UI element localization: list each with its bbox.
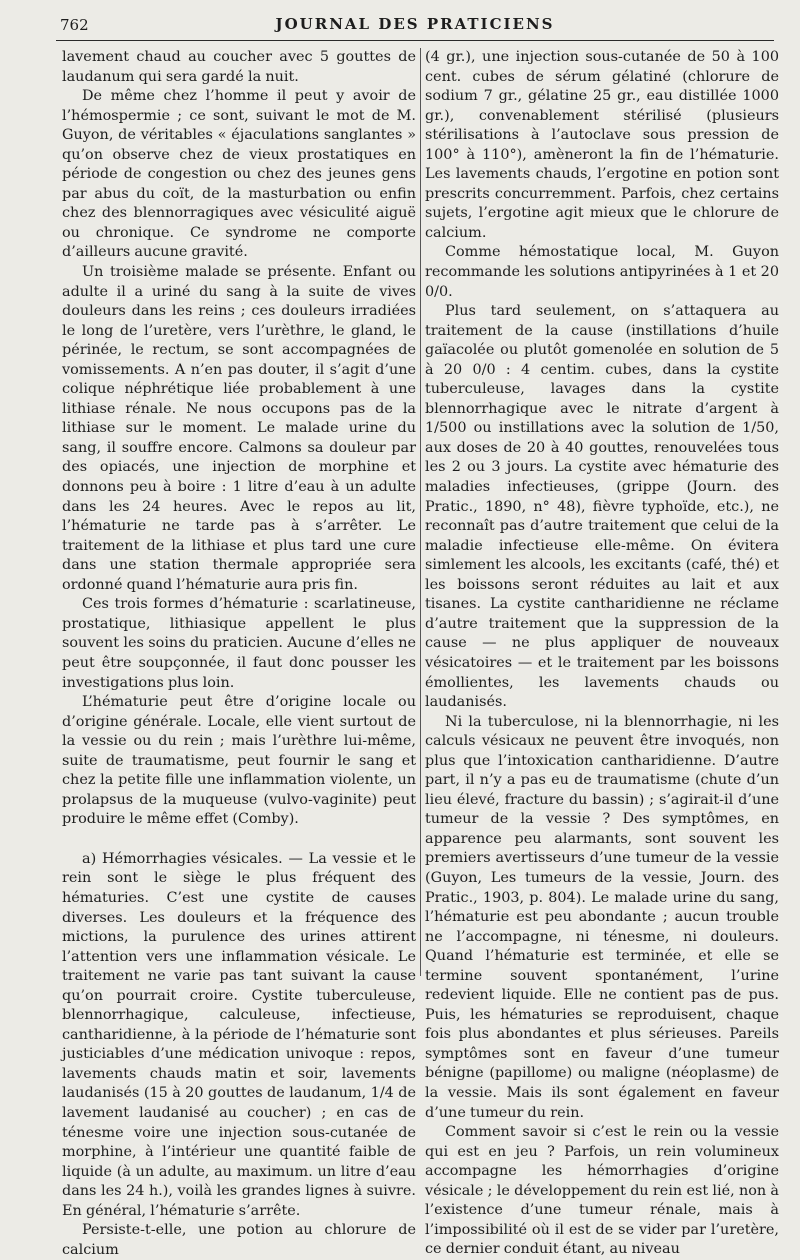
page-number: 762 — [60, 16, 89, 34]
paragraph: Ces trois formes d’hématurie : scarlatineuse, prostatique, lithiasique appellent le plus souvent les soins du praticien. Aucune d’elles ne peut être soupçonnée, il faut donc pousser les investigations plus loin. — [62, 596, 416, 691]
running-title: JOURNAL DES PRATICIENS — [275, 15, 555, 33]
left-column — [62, 48, 416, 1260]
paragraph: Plus tard seulement, on s’attaquera au traitement de la cause (instillations d’huile gaïacolée ou plutôt gomenolée en solution de 5 à 20 0/0 : 4 centim. cubes, dans la cystite tuberculeuse, lavages dans la cystite blennorrhagique avec le nitrate d’argent à 1/500 ou instillations avec la solution de 1/50, aux doses de 20 à 40 gouttes, renouvelées tous les 2 ou 3 jours. La cystite avec hématurie des maladies infectieuses, (grippe (Journ. des Pratic., 1890, n° 48), fièvre typhoïde, etc.), ne reconnaît pas d’autre traitement que celui de la maladie infectieuse elle-même. On évitera simlement les alcools, les excitants (café, thé) et les boissons seront réduites au lait et aux tisanes. La cystite cantharidienne ne réclame d’autre traitement que la suppression de la cause — ne plus appliquer de nouveaux vésicatoires — et le traitement par les boissons émollientes, les lavements chauds ou laudanisés. — [425, 303, 779, 711]
paragraph: lavement chaud au coucher avec 5 gouttes de laudanum qui sera gardé la nuit. — [62, 49, 416, 85]
right-column — [425, 48, 779, 1260]
page-header — [56, 10, 774, 41]
paragraph: Un troisième malade se présente. Enfant ou adulte il a uriné du sang à la suite de vives douleurs dans les reins ; ces douleurs irradiées le long de l’uretère, vers l’urèthre, le gland, le périnée, le rectum, se sont accompagnées de vomissements. A n’en pas douter, il s’agit d’une colique néphrétique liée probablement à une lithiase rénale. Ne nous occupons pas de la lithiase sur le moment. Le malade urine du sang, il souffre encore. Calmons sa douleur par des opiacés, une injection de morphine et donnons peu à boire : 1 litre d’eau à un adulte dans les 24 heures. Avec le repos au lit, l’hématurie ne tarde pas à s’arrêter. Le traitement de la lithiase et plus tard une cure dans une station thermale appropriée sera ordonné quand l’hématurie aura pris fin. — [62, 264, 416, 593]
column-divider — [420, 48, 421, 976]
paragraph: De même chez l’homme il peut y avoir de l’hémospermie ; ce sont, suivant le mot de M. Guyon, de véritables « éjaculations sanglantes » qu’on observe chez de vieux prostatiques en période de congestion ou chez des jeunes gens par abus du coït, de la masturbation ou enfin chez des blennorragiques avec vésiculité aiguë ou chronique. Ce syndrome ne comporte d’ailleurs aucune gravité. — [62, 88, 416, 261]
section-paragraph-hemorrhagies-vesicales: a) Hémorrhagies vésicales. — La vessie et le rein sont le siège le plus fréquent des hématuries. C’est une cystite de causes diverses. Les douleurs et la fréquence des mictions, la purulence des urines attirent l’attention vers une inflammation vésicale. Le traitement ne varie pas tant suivant la cause qu’on pourrait croire. Cystite tuberculeuse, blennorrhagique, calculeuse, infectieuse, cantharidienne, à la période de l’hématurie sont justiciables d’une médication univoque : repos, lavements chauds matin et soir, lavements laudanisés (15 à 20 gouttes de laudanum, 1/4 de lavement laudanisé au coucher) ; en cas de ténesme voire une injection sous-cutanée de morphine, à l’intérieur une quantité faible de liquide (à un adulte, au maximum. un litre d’eau dans les 24 h.), voilà les grandes lignes à suivre. En général, l’hématurie s’arrête. — [62, 850, 416, 1219]
paragraph: Comment savoir si c’est le rein ou la vessie qui est en jeu ? Parfois, un rein volumineux accompagne les hémorrhagies d’origine vésicale ; le développement du rein est lié, non à l’existence d’une tumeur rénale, mais à l’impossibilité où il est de se vider par l’uretère, ce dernier conduit étant, au niveau — [425, 1124, 779, 1258]
paragraph: L’hématurie peut être d’origine locale ou d’origine générale. Locale, elle vient surtout de la vessie ou du rein ; mais l’urèthre lui-même, suite de traumatisme, peut fournir le sang et chez la petite fille une inflammation violente, un prolapsus de la muqueuse (vulvo-vaginite) peut produire le même effet (Comby). — [62, 694, 416, 828]
paragraph: (4 gr.), une injection sous-cutanée de 50 à 100 cent. cubes de sérum gélatiné (chlorure de sodium 7 gr., gélatine 25 gr., eau distillée 1000 gr.), convenablement stérilisé (plusieurs stérilisations à l’autoclave sous pression de 100° à 110°), amèneront la fin de l’hématurie. Les lavements chauds, l’ergotine en potion sont prescrits concurremment. Parfois, chez certains sujets, l’ergotine agit mieux que le chlorure de calcium. — [425, 49, 779, 241]
paragraph: Persiste-t-elle, une potion au chlorure de calcium — [62, 1222, 416, 1258]
paragraph: Comme hémostatique local, M. Guyon recommande les solutions antipyrinées à 1 et 20 0/0. — [425, 244, 779, 300]
paragraph: Ni la tuberculose, ni la blennorrhagie, ni les calculs vésicaux ne peuvent être invoqués, non plus que l’intoxication cantharidienne. D’autre part, il n’y a pas eu de traumatisme (chute d’un lieu élevé, fracture du bassin) ; s’agirait-il d’une tumeur de la vessie ? Des symptômes, en apparence peu alarmants, sont souvent les premiers avertisseurs d’une tumeur de la vessie (Guyon, Les tumeurs de la vessie, Journ. des Pratic., 1903, p. 804). Le malade urine du sang, l’hématurie est peu abondante ; aucun trouble ne l’accompagne, ni ténesme, ni douleurs. Quand l’hématurie est terminée, et elle se termine souvent spontanément, l’urine redevient liquide. Elle ne contient pas de pus. Puis, les hématuries se reproduisent, chaque fois plus abondantes et plus sérieuses. Pareils symptômes sont en faveur d’une tumeur bénigne (papillome) ou maligne (néoplasme) de la vessie. Mais ils sont également en faveur d’une tumeur du rein. — [425, 713, 779, 1121]
